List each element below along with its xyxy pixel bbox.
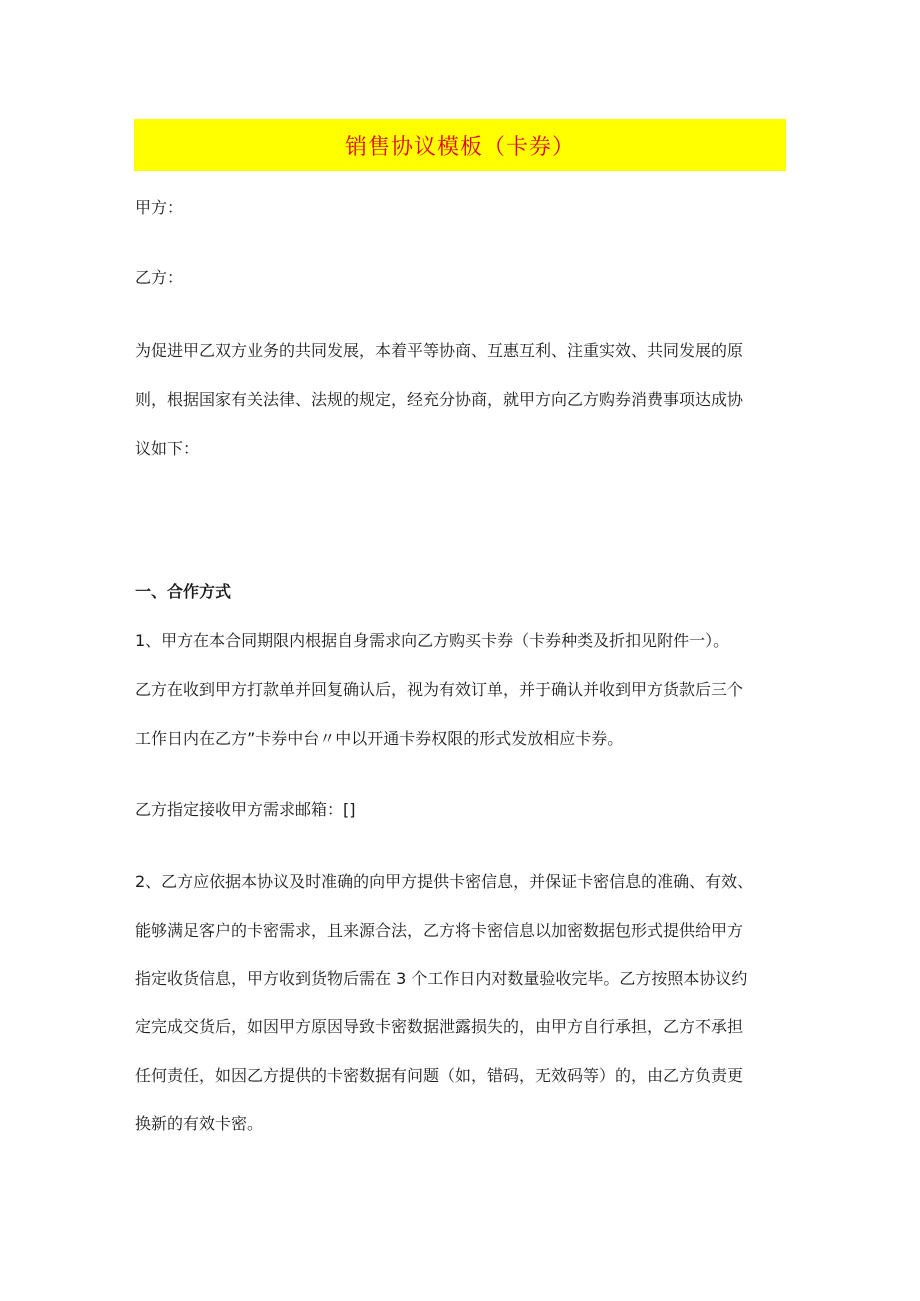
intro-line: 则，根据国家有关法律、法规的规定，经充分协商，就甲方向乙方购券消费事项达成协 — [135, 390, 744, 409]
email-line: 乙方指定接收甲方需求邮箱：[] — [135, 800, 356, 819]
clause-line: 2、乙方应依据本协议及时准确的向甲方提供卡密信息，并保证卡密信息的准确、有效、 — [135, 872, 754, 891]
intro-line: 为促进甲乙双方业务的共同发展，本着平等协商、互惠互利、注重实效、共同发展的原 — [135, 341, 744, 360]
clause-line: 乙方在收到甲方打款单并回复确认后，视为有效订单，并于确认并收到甲方货款后三个 — [135, 680, 744, 699]
clause-line: 工作日内在乙方”卡券中台〃中以开通卡券权限的形式发放相应卡券。 — [135, 729, 624, 748]
clause-line: 能够满足客户的卡密需求，且来源合法，乙方将卡密信息以加密数据包形式提供给甲方 — [135, 921, 744, 940]
clause-line: 指定收货信息，甲方收到货物后需在 3 个工作日内对数量验收完毕。乙方按照本协议约 — [135, 969, 748, 988]
party-a-label: 甲方： — [135, 198, 184, 217]
section-heading: 一、合作方式 — [135, 582, 232, 601]
clause-line: 定完成交货后，如因甲方原因导致卡密数据泄露损失的，由甲方自行承担，乙方不承担 — [135, 1017, 744, 1036]
document-title: 销售协议模板（卡券） — [344, 134, 575, 160]
clause-line: 1、甲方在本合同期限内根据自身需求向乙方购买卡券（卡券种类及折扣见附件一）。 — [135, 631, 730, 650]
clause-line: 换新的有效卡密。 — [135, 1114, 264, 1133]
clause-line: 任何责任，如因乙方提供的卡密数据有问题（如，错码，无效码等）的，由乙方负责更 — [135, 1066, 744, 1085]
title-banner — [134, 119, 786, 171]
intro-line: 议如下： — [135, 439, 200, 458]
party-b-label: 乙方： — [135, 268, 184, 287]
